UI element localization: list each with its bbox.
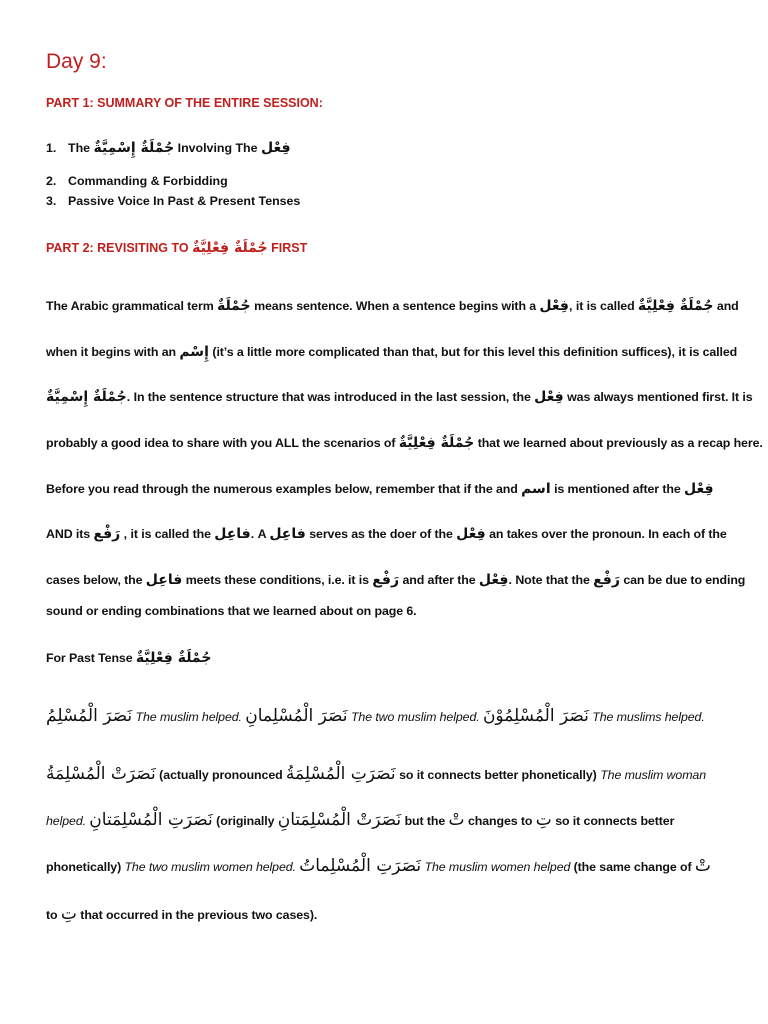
text-span: that occurred in the previous two cases). [76, 908, 318, 922]
text-span: that we learned about previously as a recap here. [474, 436, 763, 450]
arabic-text: تِ [60, 904, 77, 924]
text-span: (it’s a little more complicated than that, but for this level this definition suffices), it is called [208, 345, 738, 359]
arabic-text: نَصَرَتِ الْمُسْلِمَةُ [285, 764, 396, 784]
arabic-text: نَصَرَتِ الْمُسْلِمَتانِ [89, 810, 213, 830]
text-span: cases below, the [46, 573, 146, 587]
text-span: The two muslim women helped. [124, 860, 300, 874]
text-span: The two muslim helped. [347, 710, 483, 724]
paragraph-line [46, 344, 737, 360]
text-span: The [68, 141, 94, 155]
arabic-text: تْ [694, 856, 711, 876]
arabic-text: جُمْلَةٌ فِعْلِيَّةٌ [398, 435, 475, 451]
text-span: was always mentioned first. It is [563, 390, 753, 404]
arabic-text: فِعْل [260, 140, 291, 156]
paragraph-line [46, 526, 727, 542]
text-span: The muslim woman [600, 768, 707, 782]
text-span: Passive Voice In Past & Present Tenses [68, 194, 301, 208]
text-span: FIRST [267, 241, 308, 255]
text-span: The muslim women helped [421, 860, 571, 874]
text-span: (the same change of [570, 860, 695, 874]
text-span: The muslim helped. [132, 710, 246, 724]
arabic-text: جُمْلَةٌ فِعْلِيَّةٌ [192, 240, 268, 256]
part2-heading [46, 240, 307, 256]
text-span: helped. [46, 814, 90, 828]
text-span: The muslims helped. [588, 710, 705, 724]
arabic-text: نَصَرَ الْمُسْلِمُ [46, 706, 133, 726]
paragraph-line [46, 389, 753, 405]
arabic-text: فاعِل [145, 572, 183, 588]
arabic-text: رَفْع [593, 572, 620, 588]
paragraph-line [46, 298, 739, 314]
text-span: so it connects better phonetically) [395, 768, 601, 782]
arabic-text: تِ [535, 810, 552, 830]
example-line [46, 810, 674, 830]
text-span: Commanding & Forbidding [68, 174, 228, 188]
arabic-text: نَصَرَ الْمُسْلِمُوْنَ [482, 706, 589, 726]
text-span: but the [401, 814, 449, 828]
example-line [46, 904, 317, 924]
arabic-text: جُمْلَةٌ [216, 298, 251, 314]
text-span: an takes over the pronoun. In each of the [485, 527, 727, 541]
section-label [46, 650, 211, 666]
text-span: is mentioned after the [550, 482, 684, 496]
text-span: changes to [464, 814, 536, 828]
text-span: . In the sentence structure that was introduced in the last session, the [126, 390, 535, 404]
part1-heading: PART 1: SUMMARY OF THE ENTIRE SESSION: [46, 96, 323, 110]
arabic-text: فِعْل [539, 298, 569, 314]
text-span: , it is called [568, 299, 638, 313]
paragraph-line [46, 435, 763, 451]
arabic-text: فِعْل [456, 526, 486, 542]
paragraph-line [46, 572, 745, 588]
text-span: , it is called the [120, 527, 215, 541]
page-title: Day 9: [46, 50, 107, 73]
arabic-text: فاعِل [269, 526, 306, 542]
text-span: PART 2: REVISITING TO [46, 241, 193, 255]
example-line [46, 856, 711, 876]
arabic-text: نَصَرَ الْمُسْلِمانِ [245, 706, 348, 726]
arabic-text: رَفْع [372, 572, 400, 588]
text-span: . A [250, 527, 270, 541]
text-span: 1. [46, 141, 57, 155]
text-span: to [46, 908, 61, 922]
text-span: The Arabic grammatical term [46, 299, 217, 313]
arabic-text: فِعْل [683, 481, 714, 497]
paragraph-line [46, 481, 714, 497]
text-span: Before you read through the numerous examples below, remember that if the and [46, 482, 522, 496]
text-span: (originally [212, 814, 278, 828]
arabic-text: نَصَرَتْ الْمُسْلِمَةُ [46, 764, 156, 784]
text-span: serves as the doer of the [305, 527, 457, 541]
arabic-text: فاعِل [214, 526, 251, 542]
text-span: Involving The [174, 141, 261, 155]
text-span: For Past Tense [46, 651, 136, 665]
text-span: means sentence. When a sentence begins with a [250, 299, 540, 313]
example-line [46, 764, 706, 784]
arabic-text: فِعْل [478, 572, 509, 588]
arabic-text: نَصَرَتْ الْمُسْلِمَتانِ [277, 810, 402, 830]
arabic-text: تْ [448, 810, 465, 830]
list-item [46, 140, 291, 156]
list-item [46, 174, 228, 188]
arabic-text: جُمْلَةٌ إِسْمِيَّةٌ [93, 140, 175, 156]
text-span: 2. [46, 174, 57, 188]
arabic-text: رَفْع [93, 526, 121, 542]
text-span: (actually pronounced [155, 768, 286, 782]
text-span: and after the [399, 573, 479, 587]
arabic-text: إِسْم [179, 344, 209, 360]
arabic-text: جُمْلَةٌ فِعْلِيَّةٌ [637, 298, 714, 314]
text-span: meets these conditions, i.e. it is [182, 573, 373, 587]
arabic-text: فِعْل [534, 389, 564, 405]
text-span: probably a good idea to share with you ALL the scenarios of [46, 436, 399, 450]
text-span: sound or ending combinations that we learned about on page 6. [46, 604, 417, 618]
arabic-text: جُمْلَةٌ إِسْمِيَّةٌ [46, 389, 127, 405]
text-span: when it begins with an [46, 345, 180, 359]
paragraph-line [46, 604, 416, 618]
text-span: can be due to ending [619, 573, 746, 587]
text-span: . Note that the [508, 573, 594, 587]
arabic-text: جُمْلَةٌ فِعْلِيَّةٌ [135, 650, 212, 666]
text-span: and [713, 299, 739, 313]
arabic-text: نَصَرَتِ الْمُسْلِماتُ [299, 856, 422, 876]
text-span: so it connects better [551, 814, 675, 828]
text-span: phonetically) [46, 860, 125, 874]
list-item [46, 194, 300, 208]
text-span: AND its [46, 527, 94, 541]
arabic-text: اسم [521, 481, 551, 497]
text-span: 3. [46, 194, 57, 208]
example-line [46, 706, 705, 726]
